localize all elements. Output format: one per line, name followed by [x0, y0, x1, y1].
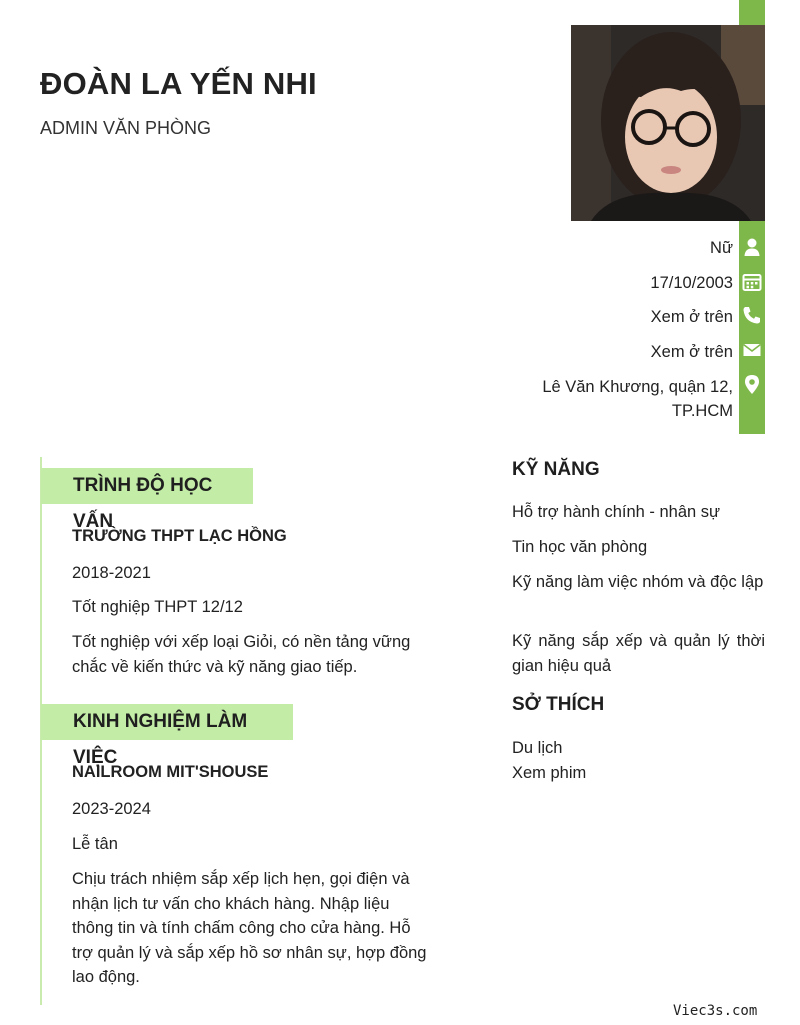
contact-gender: Nữ	[710, 239, 733, 257]
education-period: 2018-2021	[72, 564, 151, 582]
address-line-2: TP.HCM	[671, 402, 733, 420]
skills-title: KỸ NĂNG	[512, 459, 600, 480]
footer-brand: Viec3s.com	[673, 1003, 758, 1019]
person-icon	[741, 236, 763, 258]
candidate-role: ADMIN VĂN PHÒNG	[40, 118, 212, 138]
skill-item: Kỹ năng làm việc nhóm và độc lập	[512, 573, 764, 591]
phone-icon	[741, 304, 763, 326]
contact-birthday: 17/10/2003	[650, 274, 733, 292]
hobby-item: Du lịch	[512, 739, 563, 757]
education-degree: Tốt nghiệp THPT 12/12	[72, 598, 243, 616]
candidate-name: ĐOÀN LA YẾN NHI	[40, 66, 317, 101]
hobbies-title: SỞ THÍCH	[512, 694, 605, 715]
contact-address	[542, 375, 733, 423]
education-header	[41, 468, 253, 532]
education-school: TRƯỜNG THPT LẠC HỒNG	[72, 527, 287, 545]
education-title: TRÌNH ĐỘ HỌC VẤN	[73, 475, 213, 532]
mail-icon	[741, 339, 763, 361]
experience-header	[41, 704, 293, 768]
contact-phone: Xem ở trên	[650, 308, 733, 326]
skill-item: Hỗ trợ hành chính - nhân sự	[512, 503, 721, 521]
location-pin-icon	[741, 373, 763, 395]
calendar-icon	[741, 271, 763, 293]
experience-company: NAILROOM MIT'SHOUSE	[72, 763, 269, 781]
skill-item: Tin học văn phòng	[512, 538, 648, 556]
hobby-item: Xem phim	[512, 764, 587, 782]
contact-email: Xem ở trên	[650, 343, 733, 361]
education-description: Tốt nghiệp với xếp loại Giỏi, có nền tảng vững chắc về kiến thức và kỹ năng giao tiếp.	[72, 633, 411, 676]
experience-period: 2023-2024	[72, 800, 151, 818]
skill-item: Kỹ năng sắp xếp và quản lý thời gian hiệu quả	[512, 632, 765, 675]
experience-description: Chịu trách nhiệm sắp xếp lịch hẹn, gọi điện và nhận lịch tư vấn cho khách hàng. Nhập liệu thông tin và tính chấm công cho cửa hàng. Hỗ trợ quản lý và sắp xếp hồ sơ nhân sự, hợp đồng lao động.	[72, 870, 427, 986]
experience-title: KINH NGHIỆM LÀM VIỆC	[73, 711, 248, 768]
profile-photo	[571, 25, 765, 221]
experience-position: Lễ tân	[72, 835, 118, 853]
address-line-1: Lê Văn Khương, quận 12,	[542, 378, 733, 396]
